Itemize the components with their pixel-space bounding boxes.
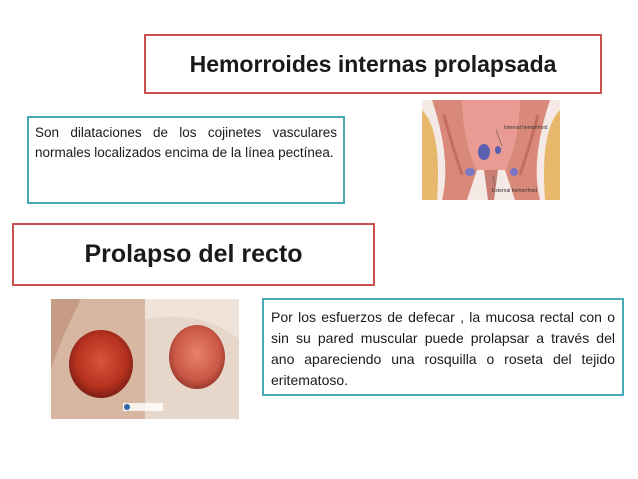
title-internal-hemorrhoids bbox=[144, 34, 602, 94]
title-internal-text: Hemorroides internas prolapsada bbox=[189, 50, 557, 77]
definition-internal-box bbox=[27, 116, 345, 204]
hemorrhoid-anatomy-diagram bbox=[422, 100, 560, 200]
definition-internal-text: Son dilataciones de los cojinetes vasculares normales localizados encima de la línea pectínea. bbox=[35, 125, 337, 160]
label-internal-hemorrhoid: Internal hemorrhoid bbox=[504, 125, 548, 131]
definition-prolapse-text: Por los esfuerzos de defecar , la mucosa rectal con o sin su pared muscular puede prolapsar a través del ano apareciendo una rosquilla o roseta del tejido eritematoso. bbox=[271, 309, 615, 388]
title-prolapse-text: Prolapso del recto bbox=[84, 240, 303, 268]
title-rectal-prolapse bbox=[12, 223, 375, 286]
label-external-hemorrhoid: External hemorrhoid bbox=[492, 188, 538, 194]
definition-prolapse-box bbox=[262, 298, 624, 396]
rectal-prolapse-photo bbox=[51, 299, 239, 419]
